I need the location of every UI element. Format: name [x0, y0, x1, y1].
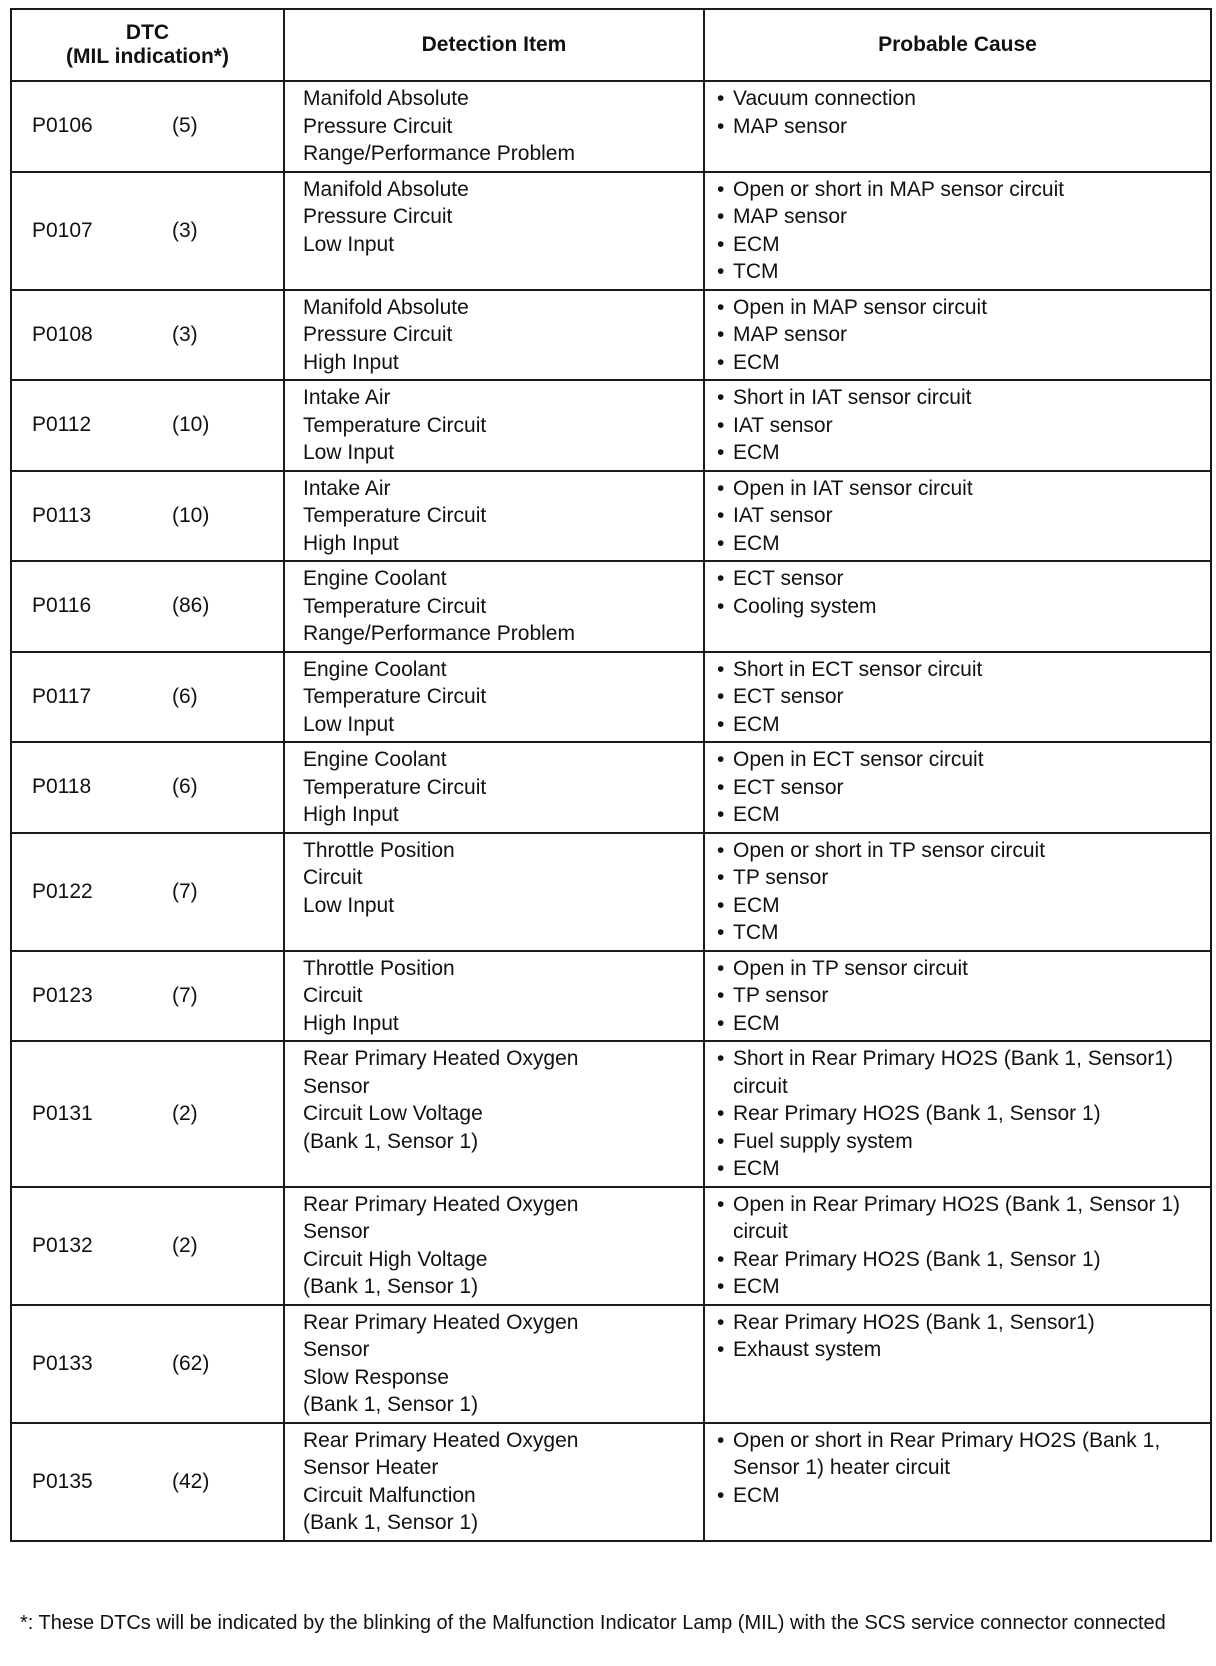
detection-item-cell — [284, 561, 704, 652]
probable-cause-list — [715, 176, 1210, 286]
probable-cause-cell — [704, 172, 1211, 290]
table-header-row — [11, 9, 1211, 81]
probable-cause-cell — [704, 1305, 1211, 1423]
detection-item-cell — [284, 81, 704, 172]
dtc-code: P0132 — [32, 1233, 93, 1257]
detection-item-line: Low Input — [303, 232, 395, 256]
dtc-code: P0113 — [32, 503, 92, 527]
probable-cause-list — [715, 1045, 1210, 1183]
mil-indication: (6) — [172, 684, 198, 708]
detection-item-line: Low Input — [303, 893, 395, 917]
probable-cause-item: • ECT sensor — [715, 774, 1210, 802]
mil-indication: (6) — [172, 775, 198, 799]
table-row — [11, 1187, 1211, 1305]
probable-cause-list — [715, 955, 1210, 1038]
probable-cause-list — [715, 85, 1210, 140]
detection-item-cell — [284, 951, 704, 1042]
probable-cause-item: • ECM — [715, 1482, 1210, 1510]
dtc-code: P0133 — [32, 1351, 93, 1375]
dtc-code: P0116 — [32, 594, 92, 618]
mil-indication: (42) — [172, 1469, 210, 1493]
mil-indication: (5) — [172, 114, 198, 138]
probable-cause-list — [715, 746, 1210, 829]
detection-item-line: Intake Air — [303, 476, 391, 500]
probable-cause-list — [715, 294, 1210, 377]
mil-indication: (3) — [172, 218, 198, 242]
detection-item-line: Circuit — [303, 984, 363, 1007]
probable-cause-cell — [704, 652, 1211, 743]
detection-item-line: (Bank 1, Sensor 1) — [303, 1275, 479, 1298]
detection-item-line: Throttle Position — [303, 838, 455, 862]
detection-item-line: Rear Primary Heated Oxygen — [303, 1310, 579, 1334]
dtc-header-line1: DTC — [125, 21, 170, 44]
detection-item-line: Engine Coolant — [303, 567, 447, 590]
probable-cause-cell — [704, 380, 1211, 471]
probable-cause-item: • Open or short in MAP sensor circuit — [715, 176, 1210, 204]
dtc-column-header — [11, 9, 284, 81]
table-row — [11, 172, 1211, 290]
detection-item-line: High Input — [303, 531, 399, 555]
dtc-code: P0118 — [32, 775, 92, 799]
detection-item-line: Throttle Position — [303, 956, 455, 980]
probable-cause-item: • Exhaust system — [715, 1336, 1210, 1364]
probable-cause-cell — [704, 81, 1211, 172]
dtc-cell — [11, 81, 284, 172]
table-row — [11, 471, 1211, 562]
table-row — [11, 380, 1211, 471]
dtc-code: P0106 — [32, 114, 93, 138]
probable-cause-item: • ECT sensor — [715, 683, 1210, 711]
detection-item-line: Circuit Low Voltage — [303, 1102, 483, 1125]
probable-cause-list — [715, 656, 1210, 739]
probable-cause-item: • Fuel supply system — [715, 1128, 1210, 1156]
probable-cause-item: • ECT sensor — [715, 565, 1210, 593]
detection-item-cell — [284, 471, 704, 562]
table-row — [11, 652, 1211, 743]
detection-item-line: Pressure Circuit — [303, 114, 453, 138]
detection-item-line: Pressure Circuit — [303, 323, 453, 346]
detection-item-cell — [284, 742, 704, 833]
detection-item-line: Sensor Heater — [303, 1456, 439, 1479]
detection-item-line: Range/Performance Problem — [303, 142, 575, 165]
detection-item-line: Low Input — [303, 712, 395, 736]
detection-item-line: (Bank 1, Sensor 1) — [303, 1129, 479, 1153]
detection-item-line: High Input — [303, 803, 399, 826]
detection-item-line: Intake Air — [303, 386, 391, 409]
detection-item-cell — [284, 1187, 704, 1305]
detection-item-line: Manifold Absolute — [303, 295, 469, 319]
probable-cause-item: • Rear Primary HO2S (Bank 1, Sensor 1) — [715, 1246, 1210, 1274]
probable-cause-list — [715, 475, 1210, 558]
detection-item-line: Pressure Circuit — [303, 205, 453, 228]
probable-cause-item: • Short in IAT sensor circuit — [715, 384, 1210, 412]
detection-item-column-header: Detection Item — [284, 9, 704, 81]
table-row — [11, 1423, 1211, 1541]
table-row — [11, 81, 1211, 172]
dtc-cell — [11, 951, 284, 1042]
probable-cause-item: • TCM — [715, 258, 1210, 286]
probable-cause-item: • ECM — [715, 711, 1210, 739]
probable-cause-cell — [704, 1187, 1211, 1305]
probable-cause-item: • Open or short in TP sensor circuit — [715, 837, 1210, 865]
detection-item-line: Temperature Circuit — [303, 685, 487, 708]
dtc-code: P0107 — [32, 218, 93, 242]
dtc-cell — [11, 471, 284, 562]
dtc-cell — [11, 1041, 284, 1187]
table-row — [11, 290, 1211, 381]
probable-cause-cell — [704, 1423, 1211, 1541]
detection-item-cell — [284, 1423, 704, 1541]
mil-indication: (7) — [172, 879, 198, 903]
dtc-cell — [11, 742, 284, 833]
probable-cause-item: • Open in TP sensor circuit — [715, 955, 1210, 983]
footnote: *: These DTCs will be indicated by the blinking of the Malfunction Indicator Lamp (MIL) with the SCS service connector connected — [20, 1612, 1166, 1634]
dtc-cell — [11, 290, 284, 381]
probable-cause-list — [715, 1427, 1210, 1510]
detection-item-line: Temperature Circuit — [303, 504, 487, 527]
detection-item-line: Manifold Absolute — [303, 177, 469, 201]
probable-cause-cell — [704, 290, 1211, 381]
probable-cause-item: • TP sensor — [715, 864, 1210, 892]
dtc-code: P0112 — [32, 413, 92, 437]
probable-cause-cell — [704, 833, 1211, 951]
detection-item-line: Circuit — [303, 866, 363, 889]
probable-cause-item: • ECM — [715, 530, 1210, 558]
probable-cause-list — [715, 384, 1210, 467]
detection-item-line: Engine Coolant — [303, 748, 447, 771]
detection-item-line: High Input — [303, 1011, 399, 1035]
probable-cause-item: • Open in MAP sensor circuit — [715, 294, 1210, 322]
detection-item-cell — [284, 833, 704, 951]
probable-cause-item: • Open in Rear Primary HO2S (Bank 1, Sensor 1) circuit — [715, 1191, 1210, 1246]
probable-cause-cell — [704, 471, 1211, 562]
table-row — [11, 742, 1211, 833]
probable-cause-item: • MAP sensor — [715, 321, 1210, 349]
detection-item-line: Temperature Circuit — [303, 594, 487, 618]
probable-cause-item: • MAP sensor — [715, 203, 1210, 231]
mil-indication: (62) — [172, 1351, 210, 1375]
probable-cause-cell — [704, 1041, 1211, 1187]
probable-cause-item: • MAP sensor — [715, 113, 1210, 141]
table-row — [11, 833, 1211, 951]
dtc-header-line2: (MIL indication*) — [66, 45, 229, 68]
probable-cause-item: • ECM — [715, 1155, 1210, 1183]
probable-cause-item: • ECM — [715, 1273, 1210, 1301]
probable-cause-column-header: Probable Cause — [704, 9, 1211, 81]
probable-cause-item: • Vacuum connection — [715, 85, 1210, 113]
detection-item-cell — [284, 380, 704, 471]
mil-indication: (10) — [172, 413, 210, 437]
dtc-cell — [11, 1423, 284, 1541]
table-row — [11, 1041, 1211, 1187]
probable-cause-item: • TCM — [715, 919, 1210, 947]
probable-cause-list — [715, 837, 1210, 947]
detection-item-cell — [284, 1041, 704, 1187]
detection-item-line: Rear Primary Heated Oxygen — [303, 1047, 579, 1070]
probable-cause-item: • ECM — [715, 801, 1210, 829]
table-row — [11, 561, 1211, 652]
detection-item-line: Range/Performance Problem — [303, 622, 575, 645]
probable-cause-item: • TP sensor — [715, 982, 1210, 1010]
probable-cause-list — [715, 1309, 1210, 1364]
mil-indication: (2) — [172, 1233, 198, 1257]
dtc-cell — [11, 1305, 284, 1423]
probable-cause-item: • Open in IAT sensor circuit — [715, 475, 1210, 503]
probable-cause-cell — [704, 742, 1211, 833]
detection-item-line: Rear Primary Heated Oxygen — [303, 1192, 579, 1216]
detection-item-line: Circuit High Voltage — [303, 1247, 488, 1271]
mil-indication: (7) — [172, 983, 198, 1007]
mil-indication: (2) — [172, 1101, 198, 1125]
dtc-code: P0108 — [32, 322, 93, 346]
dtc-table — [10, 8, 1212, 1542]
dtc-cell — [11, 1187, 284, 1305]
detection-item-line: Sensor — [303, 1074, 370, 1098]
mil-indication: (86) — [172, 594, 210, 618]
detection-item-line: High Input — [303, 350, 399, 374]
detection-item-cell — [284, 652, 704, 743]
detection-item-cell — [284, 172, 704, 290]
mil-indication: (10) — [172, 503, 210, 527]
mil-indication: (3) — [172, 322, 198, 346]
detection-item-line: Circuit Malfunction — [303, 1483, 476, 1507]
detection-item-line: Slow Response — [303, 1365, 449, 1389]
dtc-cell — [11, 652, 284, 743]
probable-cause-item: • ECM — [715, 439, 1210, 467]
probable-cause-item: • Short in ECT sensor circuit — [715, 656, 1210, 684]
table-body — [11, 81, 1211, 1541]
dtc-code: P0122 — [32, 879, 93, 903]
dtc-cell — [11, 172, 284, 290]
detection-item-line: Temperature Circuit — [303, 413, 487, 437]
probable-cause-item: • Short in Rear Primary HO2S (Bank 1, Sensor1) circuit — [715, 1045, 1210, 1100]
probable-cause-item: • ECM — [715, 1010, 1210, 1038]
probable-cause-item: • ECM — [715, 892, 1210, 920]
dtc-cell — [11, 561, 284, 652]
probable-cause-item: • Open or short in Rear Primary HO2S (Bank 1, Sensor 1) heater circuit — [715, 1427, 1210, 1482]
detection-item-line: Manifold Absolute — [303, 87, 469, 110]
detection-item-line: Engine Coolant — [303, 657, 447, 681]
probable-cause-item: • ECM — [715, 349, 1210, 377]
dtc-code: P0123 — [32, 983, 93, 1007]
detection-item-line: (Bank 1, Sensor 1) — [303, 1393, 479, 1416]
dtc-code: P0135 — [32, 1469, 93, 1493]
probable-cause-item: • IAT sensor — [715, 412, 1210, 440]
table-row — [11, 951, 1211, 1042]
detection-item-line: Low Input — [303, 441, 395, 464]
probable-cause-list — [715, 1191, 1210, 1301]
dtc-code: P0131 — [32, 1101, 93, 1125]
detection-item-cell — [284, 1305, 704, 1423]
probable-cause-item: • Cooling system — [715, 593, 1210, 621]
probable-cause-list — [715, 565, 1210, 620]
probable-cause-item: • Rear Primary HO2S (Bank 1, Sensor 1) — [715, 1100, 1210, 1128]
detection-item-cell — [284, 290, 704, 381]
probable-cause-item: • ECM — [715, 231, 1210, 259]
detection-item-line: Temperature Circuit — [303, 775, 487, 799]
detection-item-line: Rear Primary Heated Oxygen — [303, 1428, 579, 1452]
dtc-cell — [11, 833, 284, 951]
detection-item-line: (Bank 1, Sensor 1) — [303, 1511, 479, 1534]
probable-cause-cell — [704, 951, 1211, 1042]
table-row — [11, 1305, 1211, 1423]
detection-item-line: Sensor — [303, 1338, 370, 1361]
probable-cause-item: • IAT sensor — [715, 502, 1210, 530]
probable-cause-cell — [704, 561, 1211, 652]
probable-cause-item: • Open in ECT sensor circuit — [715, 746, 1210, 774]
probable-cause-item: • Rear Primary HO2S (Bank 1, Sensor1) — [715, 1309, 1210, 1337]
detection-item-line: Sensor — [303, 1220, 370, 1243]
dtc-code: P0117 — [32, 684, 92, 708]
dtc-cell — [11, 380, 284, 471]
